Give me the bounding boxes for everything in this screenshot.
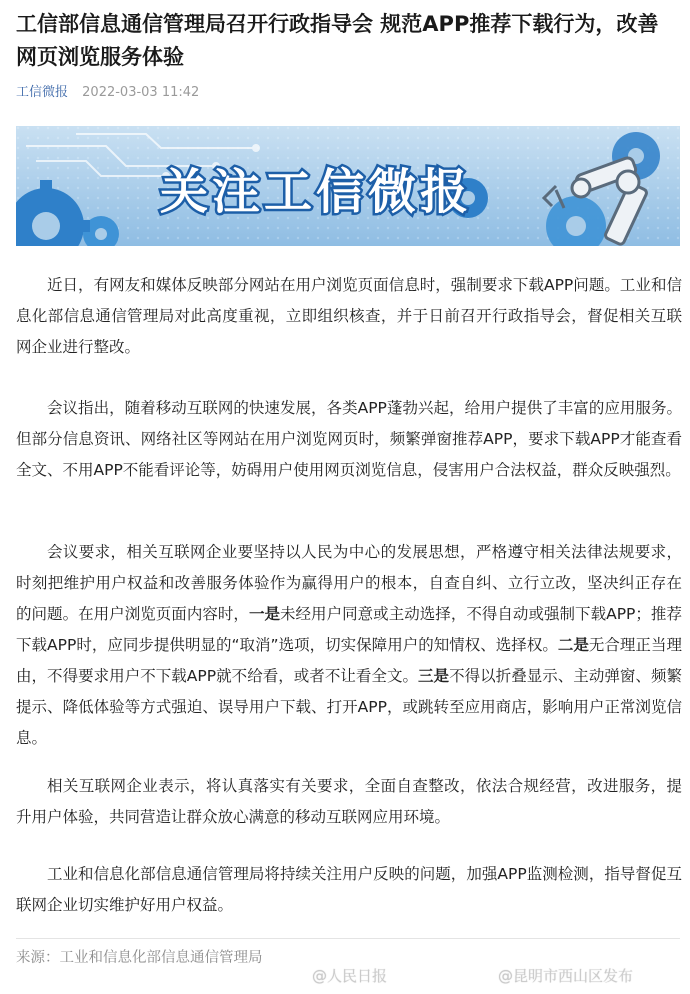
paragraph-5: 工业和信息化部信息通信管理局将持续关注用户反映的问题，加强APP监测检测，指导督促互联网企业切实维护好用户权益。 [16,865,682,914]
watermark-peoples-daily: @人民日报 [312,967,388,985]
source-line: 来源：工业和信息化部信息通信管理局 [16,950,263,966]
point-one-text: 未经用户同意或主动选择，不得自动或强制下载APP；推荐下载APP时，应同步提供明显的“取消”选项，切实保障用户的知情权、选择权。 [16,605,682,654]
divider [16,938,680,939]
point-two-label: 二是 [557,636,589,654]
banner-illustration [16,126,680,246]
article-meta [16,84,199,102]
point-one-label: 一是 [248,605,280,623]
watermark-xishan: @昆明市西山区发布 [498,967,634,985]
paragraph-3 [16,537,682,754]
author-link[interactable]: 工信微报 [16,85,69,100]
publish-date: 2022-03-03 11:42 [82,85,200,100]
paragraph-4: 相关互联网企业表示，将认真落实有关要求，全面自查整改，依法合规经营，改进服务，提升用户体验，共同营造让群众放心满意的移动互联网应用环境。 [16,777,682,826]
paragraph-2: 会议指出，随着移动互联网的快速发展，各类APP蓬勃兴起，给用户提供了丰富的应用服务。但部分信息资讯、网络社区等网站在用户浏览网页时，频繁弹窗推荐APP，要求下载APP才能查看全文、不用APP不能看评论等，妨碍用户使用网页浏览信息，侵害用户合法权益，群众反映强烈。 [16,399,682,479]
paragraph-3-intro: 会议要求，相关互联网企业要坚持以人民为中心的发展思想，严格遵守相关法律法规要求，时刻把维护用户权益和改善服务体验作为赢得用户的根本，自查自纠、立行立改，坚决纠正存在的问题。在用户浏览页面内容时， [16,543,682,623]
paragraph-1: 近日，有网友和媒体反映部分网站在用户浏览页面信息时，强制要求下载APP问题。工业和信息化部信息通信管理局对此高度重视，立即组织核查，并于日前召开行政指导会，督促相关互联网企业进行整改。 [16,276,682,356]
point-two-text: 无合理正当理由，不得要求用户不下载APP就不给看，或者不让看全文。 [16,636,682,685]
point-three-text: 不得以折叠显示、主动弹窗、频繁提示、降低体验等方式强迫、误导用户下载、打开APP，或跳转至应用商店，影响用户正常浏览信息。 [16,667,682,747]
banner-image [16,126,680,246]
banner-title: 关注工信微报 [159,164,473,220]
article-title: 工信部信息通信管理局召开行政指导会 规范APP推荐下载行为，改善网页浏览服务体验 [16,12,659,69]
point-three-label: 三是 [418,667,450,685]
